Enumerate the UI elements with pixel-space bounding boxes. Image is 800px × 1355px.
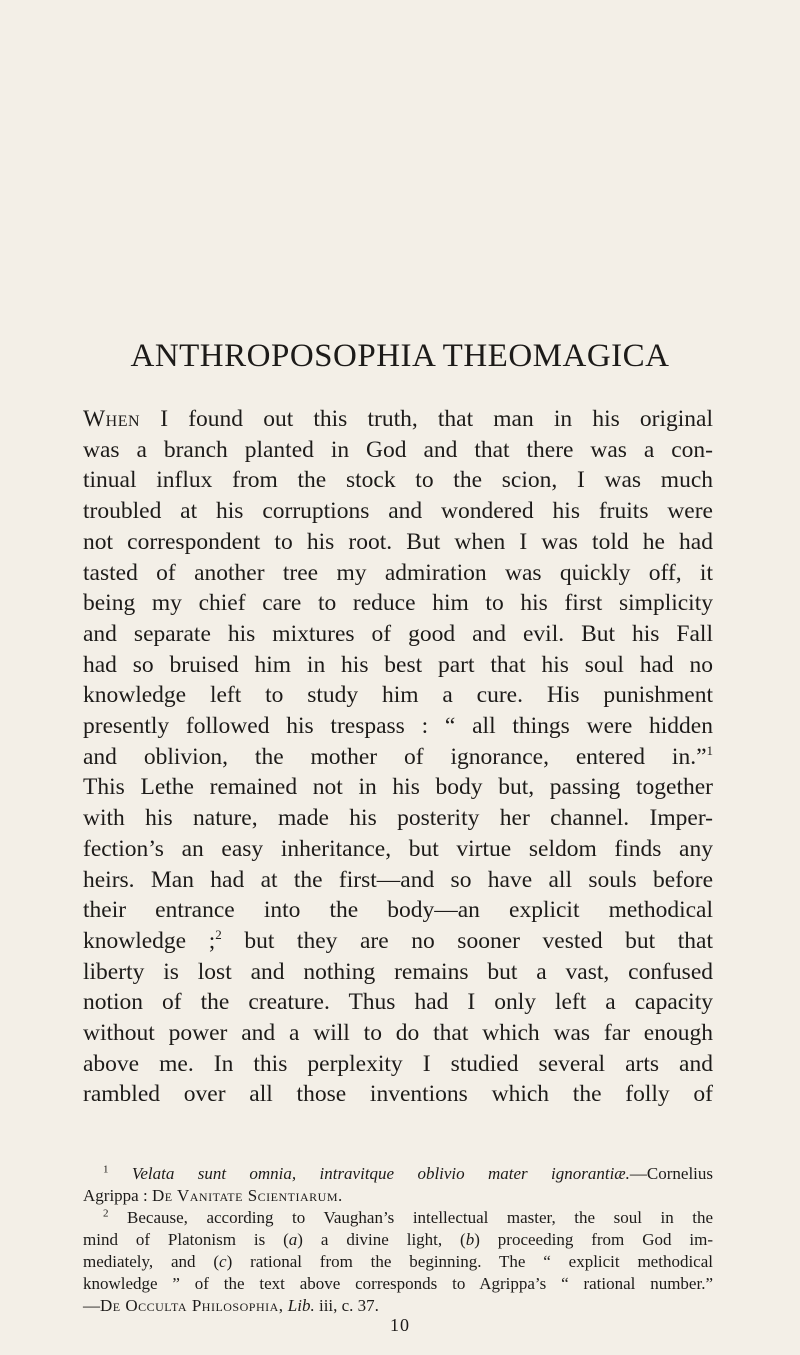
text-line: tasted of another tree my admiration was quickly off, it <box>83 559 713 586</box>
footnote-2-line: mediately, and (c) rational from the beginning. The “ explicit methodical <box>83 1252 713 1271</box>
text-line: rambled over all those inventions which the folly of <box>83 1081 713 1108</box>
text-line: without power and a will to do that which was far enough <box>83 1020 713 1047</box>
footnote-2-line: mind of Platonism is (a) a divine light, (b) proceeding from God im- <box>83 1230 713 1249</box>
text-line: notion of the creature. Thus had I only left a capacity <box>83 989 713 1016</box>
text-line: knowledge left to study him a cure. His punishment <box>83 682 713 709</box>
text-line: had so bruised him in his best part that his soul had no <box>83 651 713 678</box>
text-line: not correspondent to his root. But when I was told he had <box>83 528 713 555</box>
text-line: their entrance into the body—an explicit methodical <box>83 897 713 924</box>
text-line: and oblivion, the mother of ignorance, entered in.”$^1$ <box>83 742 713 770</box>
text-line: with his nature, made his posterity her channel. Imper- <box>83 805 713 832</box>
page-number: 10 <box>390 1315 410 1335</box>
text-line: and separate his mixtures of good and evil. But his Fall <box>83 620 713 647</box>
text-line: When I found out this truth, that man in his original <box>83 406 713 432</box>
text-line: being my chief care to reduce him to his first simplicity <box>83 590 713 617</box>
footnote-2-line: knowledge ” of the text above corresponds to Agrippa’s “ rational number.” <box>83 1274 713 1293</box>
footnote-ref-1[interactable]: 1 <box>706 742 713 758</box>
text-line: tinual influx from the stock to the scion, I was much <box>83 467 713 494</box>
footnote-1: $^1$ Velata sunt omnia, intravitque oblivio mater ignorantiæ.—Cornelius <box>103 1163 714 1183</box>
text-line: troubled at his corruptions and wondered his fruits were <box>83 498 713 525</box>
body-paragraph <box>83 404 713 1110</box>
text-line: heirs. Man had at the first—and so have all souls before <box>83 866 713 893</box>
text-line: liberty is lost and nothing remains but a vast, confused <box>83 958 713 985</box>
text-line: was a branch planted in God and that there was a con- <box>83 436 713 463</box>
page-title: ANTHROPOSOPHIA THEOMAGICA <box>130 338 670 374</box>
text-line: This Lethe remained not in his body but, passing together <box>83 774 713 801</box>
opening-word: When <box>83 406 141 432</box>
text-line: fection’s an easy inheritance, but virtue seldom finds any <box>83 835 713 862</box>
text-line: knowledge ;$^2$ but they are no sooner vested but that <box>83 927 714 954</box>
footnote-2: $^2$ Because, according to Vaughan’s intellectual master, the soul in the <box>103 1207 714 1227</box>
text-line: presently followed his trespass : “ all things were hidden <box>83 713 713 740</box>
footnote-1-cont: Agrippa : De Vanitate Scientiarum. <box>83 1186 343 1205</box>
footnote-2-line: —De Occulta Philosophia, Lib. iii, c. 37. <box>83 1296 379 1315</box>
footnote-ref-2[interactable]: 2 <box>215 927 222 943</box>
text-line: above me. In this perplexity I studied several arts and <box>83 1050 713 1077</box>
footnotes <box>83 1163 713 1317</box>
